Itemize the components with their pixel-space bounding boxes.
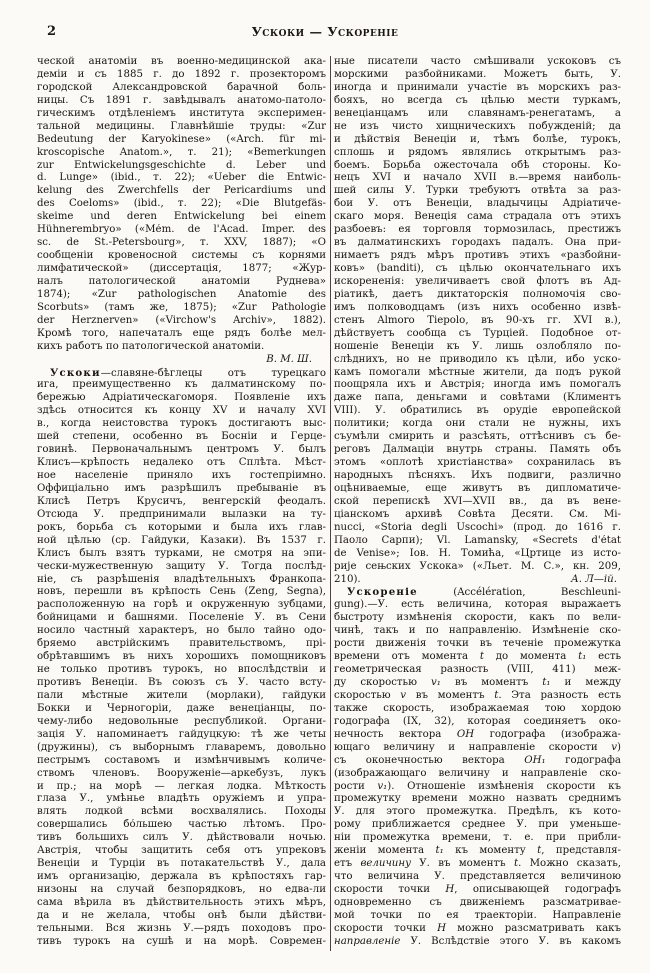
text-line: шей степени, особенно въ Босніи и Герце- [37,431,326,443]
text-line: одновременно съ движеніемъ разсматривае- [334,896,621,908]
emphasized-text: t [513,858,519,870]
text-line: zur Entwickelungsgeschichte d. Leber und [37,159,326,171]
text-line: и пр.; на морѣ — легкая лодка. Мѣткость [37,780,326,792]
text-line: сплошь и рядомъ являлись открытымъ раз- [334,146,621,158]
text-line: nucci, «Storia degli Uscochi» (прод. до 1616 г. [334,521,621,533]
text-line: рости движенія точки въ теченіе промежутка [334,638,621,650]
text-columns [37,56,621,951]
text-line: ской перепискѣ XVI—XVII вв., да въ вене- [334,495,621,507]
text-line: Австрія, чтобы защитить себя отъ упрековъ [37,845,326,857]
right-column [334,56,621,951]
text-line: Клисъ былъ взятъ турками, не смотря на эпи- [37,547,326,559]
text-line: также скорость, изображаемая тою хордою [334,702,621,714]
text-line: рости v₁). Отношеніе измѣненія скорости къ [334,780,621,792]
text-line: политики; когда они стали не нужны, ихъ [334,418,621,430]
text-line: деміи и съ 1885 г. до 1892 г. прозекторомъ [37,68,326,80]
text-line: искорененія: увеличиваетъ свой флотъ въ Ад- [334,275,621,287]
text-line: рокъ, борьба съ которыми и была ихъ глав- [37,521,326,533]
text-line: de Venise»; Іов. Н. Томића, «Цртице из исто- [334,547,621,559]
text-line: бережью Адріатическагоморя. Появленіе ихъ [37,392,326,404]
text-line: совершались бо́льшею частью лѣтомъ. Про- [37,819,326,831]
text-line: слѣднихъ, но не приводило къ цѣли, ибо уско- [334,353,621,365]
text-line: в., когда неистовства турокъ достигаютъ выс- [37,418,326,430]
text-line: sc. de St.-Petersbourg», т. XXV, 1887); «О [37,237,326,249]
text-line: геометрическая разность (VIII, 411) меж- [334,664,621,676]
text-line: съумѣли смирить и разсѣять, оттѣснивъ съ бе- [334,431,621,443]
text-line: лимфатической» (диссертація, 1877; «Жур- [37,263,326,274]
text-line: А. Л—ій. 210). [334,574,621,587]
text-line: бояхъ, но всегда съ цѣлью мести туркамъ, [334,94,621,106]
text-line: морскими разбойниками. Можетъ быть, У. [334,68,621,80]
text-line: ріатикѣ, даетъ диктаторскія полномочія сво- [334,288,621,300]
text-line: даже папа, деньгами и совѣтами (Климентъ [334,392,621,404]
text-line: носило частный характеръ, но было тайно одо- [37,625,326,637]
emphasized-text: t [537,845,542,857]
text-line: налъ патологической анатоміи Руднева» [37,275,326,287]
text-line: ду скоростью v₁ въ моментъ t₁ и между [334,677,621,688]
text-line: Bedeutung der Karyokinese» («Arch. für mi- [37,133,326,145]
text-line: ига, преимущественно къ далматинскому по- [37,379,326,391]
text-line: дѣйствуетъ сообща съ Турціей. Подобное от- [334,327,621,339]
text-line: бойницами и башнями. Поселеніе У. въ Сени [37,612,326,624]
emphasized-text: v₁ [431,677,441,688]
text-line: въ далматинскихъ городахъ падалъ. Она при- [334,237,621,249]
text-line: пестрымъ составомъ и измѣнчивымъ количе- [37,754,326,766]
text-line: зація У. напоминаетъ гайдуцкую: тѣ же четы [37,728,326,740]
text-line: кихъ работъ по патологической анатоміи. [37,340,265,352]
text-line: Ускореніе (Accélération, Beschleuni- [347,586,621,599]
text-line: стенъ Almoro Tiepolo, въ 90-хъ гг. XVI в.), [334,314,621,326]
entry-headword: Ускореніе [347,586,418,599]
text-line: пали мѣстные жители (морлаки), гайдуки [37,689,326,701]
text-line: Кромѣ того, напечаталъ еще рядъ болѣе мел- [37,327,326,339]
text-line: боемъ. Борьба ожесточала обѣ стороны. Ко- [334,159,621,171]
text-line: что величина У. представляется величиною [334,871,621,883]
text-line: этомъ «оплотѣ христіанства» сохранилась въ [334,457,621,469]
text-line: не только противъ турокъ, но впослѣдствіи и [37,664,326,676]
text-line: ніе, съ разрѣшенія владѣтельныхъ Франкопа- [37,573,326,585]
text-line: времени отъ момента t до момента t₁ есть [334,651,621,663]
text-line: не изъ чисто хищническихъ побужденій; да [334,120,621,132]
text-line: тальной медицины. Главнѣйшіе труды: «Zur [37,120,326,132]
emphasized-text: H [437,922,446,934]
text-line: skeime und deren Entwickelung bei einem [37,211,326,223]
text-line: иногда и принимали участіе въ морскихъ раз- [334,81,621,93]
text-line: чинѣ, такъ и по направленію. Измѣненіе ско- [334,625,621,637]
text-line: имъ полководцамъ (изъ нихъ особенно извѣ- [334,301,621,313]
column-rule [330,56,331,951]
text-line: Клисѣ Петръ Крусичъ, венгерскій феодалъ. [37,495,326,507]
entry-headword: Ускоки [50,366,101,379]
text-line: скорости точки H, описывающей годографъ [334,884,621,895]
text-line [37,354,326,367]
running-title: Ускоки — Ускореніе [251,24,399,39]
text-line: етъ величину У. въ моментъ t. Можно сказать, [334,858,621,870]
text-line: направленіе У. Вслѣдствіе этого У. въ какомъ [334,935,621,947]
emphasized-text: t₁ [578,651,587,663]
text-line: 1874); «Zur pathologischen Anatomie des [37,288,326,300]
text-line: противъ Венеціи. Въ союзъ съ У. часто всту- [37,677,326,688]
text-line: тивъ турокъ на сушѣ и на морѣ. Современ- [37,935,326,947]
text-line: съ оконечностью вектора OH₁ годографа [334,754,621,766]
text-line: ющаго величину и направленіе скорости v) [334,741,621,753]
text-line: Scorbuts» (тамъ же, 1875); «Zur Pathologie [37,301,326,313]
text-line: расположенную на горѣ и окруженную зубцами, [37,599,326,611]
text-line: gung).—У. есть величина, которая выражаетъ [334,599,621,611]
text-line: разбоевъ: ея торговля тормозилась, престижъ [334,224,621,236]
text-line: Венеціи и Турціи въ потакательствѣ У., дала [37,858,326,870]
text-line: ное населеніе приняло ихъ гостепріимно. [37,470,326,481]
text-line: ношеніе Венеціи къ У. лишь озлобляло по- [334,340,621,352]
text-line: ковъ» (banditi), съ цѣлью окончательнаго ихъ [334,263,621,274]
text-line: ніи промежутка времени, т. е. при прибли- [334,832,621,844]
emphasized-text: OH [456,728,475,740]
emphasized-text: В. М. Ш. [266,353,312,365]
text-line: новъ, перешли въ крѣпость Сень (Zeng, Segna), [37,586,326,598]
text-line: бои У. отъ Венеціи, владычицы Адріатиче- [334,198,621,210]
text-line: Паоло Сарпи); Vl. Lamansky, «Secrets d'état [334,534,621,546]
text-line: шей силы У. Турки требуютъ отвѣта за раз- [334,185,621,197]
text-line: Клисъ—крѣпость недалеко отъ Сплѣта. Мѣст- [37,457,326,469]
text-line: рије сењских Ускока» («Льет. М. С.», кн. 209, [334,560,621,572]
text-line: бряемо австрійскимъ правительствомъ, прі- [37,638,326,650]
text-line: венеціанцамъ или славянамъ-ренегатамъ, а [334,107,621,119]
emphasized-text: t₁ [542,677,551,688]
text-line: d. Lunge» (ibid., т. 22); «Ueber die Entwic- [37,172,326,184]
text-line: чему-либо недовольные республикой. Органи- [37,715,326,727]
text-line: народныхъ пѣсняхъ. Ихъ подвиги, различно [334,470,621,481]
text-line: Hühnerembryo» («Mém. de l'Acad. Imper. des [37,224,326,236]
text-line: да и не желала, чтобы онѣ были дѣйстви- [37,909,326,921]
text-line: промежутку времени можно назвать среднимъ [334,793,621,805]
text-line: годографа (IX, 32), которая соединяетъ око- [334,715,621,727]
text-line: (дружины), съ выборнымъ главаремъ, довольно [37,741,326,753]
text-line: имъ организацію, держала въ крѣпостяхъ гар- [37,871,326,883]
text-line: ной цѣлью (ср. Гайдуки, Казаки). Въ 1537 г. [37,534,326,546]
text-line: нечность вектора OH годографа (изобража- [334,728,621,740]
emphasized-text: OH₁ [524,754,546,766]
text-line: ные писатели часто смѣшивали ускоковъ съ [334,56,621,67]
text-line: глаза У., умѣнье владѣть оружіемъ и упра- [37,793,326,805]
text-line: реговъ Далмаціи внутрь страны. Память объ [334,444,621,456]
text-line: ческой анатоміи въ военно-медицинской ака- [37,56,326,67]
text-line: ціанскомъ архивѣ Совѣта Десяти. См. Mi- [334,508,621,520]
text-line: городской Александровской барачной боль- [37,81,326,93]
text-line: ницы. Съ 1891 г. завѣдывалъ анатомо-патоло- [37,94,326,106]
text-line: скорости точки H можно разсматривать какъ [334,922,621,934]
text-line: сообщеніи кровеносной системы съ корнями [37,250,326,262]
text-line: (изображающаго величину и направленіе ско- [334,767,621,779]
emphasized-text: H [445,884,455,895]
text-line: нимаетъ рядъ мѣръ противъ этихъ «разбойни- [334,250,621,262]
text-line: der Herznerven» («Virchow's Archiv», 1882). [37,314,326,326]
text-line: здѣсь относится къ концу XV и началу XVI [37,405,326,417]
left-column [37,56,326,951]
page-header [0,24,650,42]
text-line: Оффиціально имъ разрѣшилъ пребываніе въ [37,482,326,494]
emphasized-text: t₁ [435,845,444,857]
text-line: тивъ большихъ силъ У. дѣйствовали ночью. [37,832,326,844]
emphasized-text: v [611,741,618,753]
text-line: и дѣйствія Венеціи и, тѣмъ болѣе, турокъ, [334,133,621,145]
text-line: камъ помогали мѣстные жители, да подъ рукой [334,366,621,378]
text-line: низоны на случай безпорядковъ, но едва-ли [37,884,326,895]
text-line: оцѣниваемые, еще живутъ въ дипломатиче- [334,482,621,494]
emphasized-text: t [494,689,499,701]
text-line: ствомъ членовъ. Вооруженіе—аркебузъ, лукъ [37,767,326,779]
text-line: гическимъ отдѣленіемъ института эксперимен- [37,107,326,119]
text-line: des Coeloms» (ibid., т. 22); «Die Blutgefäs- [37,198,326,210]
text-line: рому приближается среднее У. при уменьше- [334,819,621,831]
page-number: 2 [47,24,57,39]
text-line: нецъ XVI и начало XVII в.—время наиболь- [334,172,621,184]
emphasized-text: величину [360,858,411,870]
text-line: Ускоки—славяне-бѣглецы отъ турецкаго [50,366,326,379]
text-line: VIII). У. обратились въ орудіе европейской [334,405,621,417]
text-line: У. для этого промежутка. Предѣлъ, къ кото- [334,806,621,818]
emphasized-text: v₁ [377,780,388,792]
text-line: Отсюда У. предпринимали вылазки на ту- [37,508,326,520]
text-line: обрѣтавшимъ въ нихъ хорошихъ помощниковъ [37,651,326,663]
text-line: чески-мужественную защиту У. Тогда послѣд- [37,560,326,572]
author-signature: А. Л—ій. [571,573,617,585]
text-line: скаго моря. Венеція сама страдала отъ этихъ [334,211,621,223]
emphasized-text: t [479,651,484,663]
text-line: kelung des Zwerchfells der Pericardiums und [37,185,326,197]
emphasized-text: направленіе [334,935,401,947]
text-line: скоростью v въ моментъ t. Эта разность есть [334,689,621,701]
text-line: поощряла ихъ и Австрія; иногда имъ помогалъ [334,379,621,391]
text-line: женіи момента t₁ къ моменту t, представля- [334,845,621,857]
emphasized-text: v [400,689,407,701]
text-line: мой точки по ея траекторіи. Направленіе [334,909,621,921]
text-line: говинѣ. Первоначальнымъ центромъ У. былъ [37,444,326,456]
text-line: влять лодкой всѣми восхвалялись. Походы [37,806,326,818]
text-line: тельными. Вся жизнь У.—рядъ походовъ про- [37,922,326,934]
text-line: kroscopische Anatom.», т. 21); «Bemerkungen [37,146,326,158]
text-line: быстроту измѣненія скорости, какъ по вели- [334,612,621,624]
text-line: Бокки и Черногоріи, даже венеціанцы, по- [37,702,326,714]
text-line: сама вѣрила въ дѣйствительность этихъ мѣръ, [37,896,326,908]
